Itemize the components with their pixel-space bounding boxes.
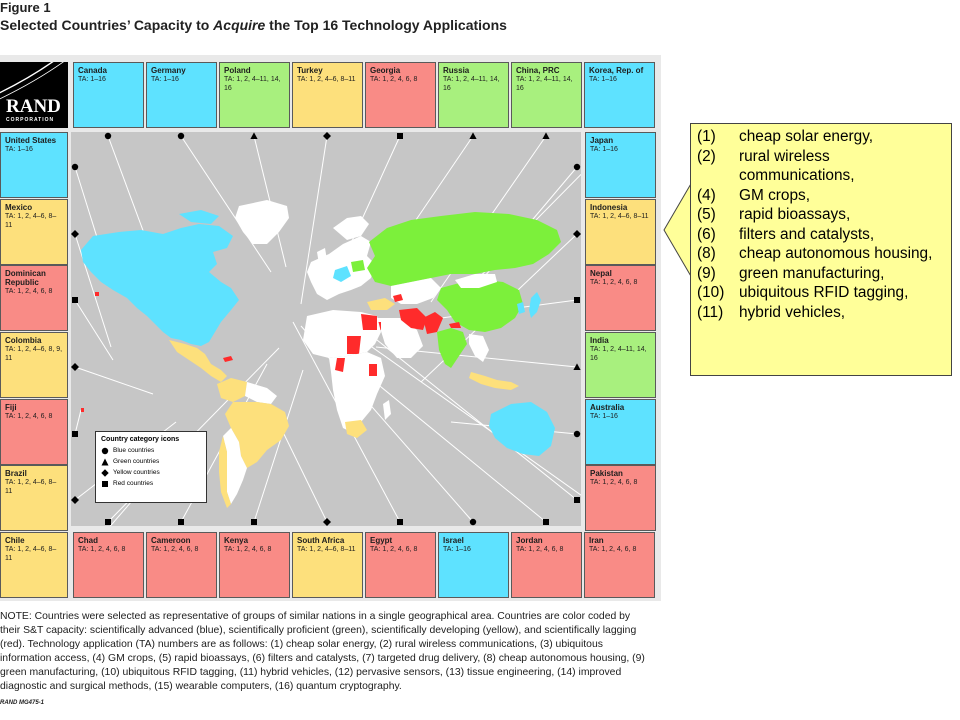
square-marker-icon bbox=[543, 519, 549, 525]
country-box-japan bbox=[585, 132, 656, 198]
callout-panel bbox=[690, 123, 952, 376]
figure-title-emphasis: Acquire bbox=[213, 17, 266, 33]
legend-item-label: Green countries bbox=[113, 458, 160, 465]
country-name: India bbox=[590, 336, 609, 345]
callout-text: GM crops, bbox=[739, 186, 810, 204]
callout-item bbox=[697, 147, 945, 186]
nepal-land bbox=[449, 322, 461, 328]
country-ta: TA: 1, 2, 4–6, 8–11 bbox=[5, 479, 57, 495]
triangle-marker-icon bbox=[250, 132, 257, 139]
square-marker-icon bbox=[105, 519, 111, 525]
circle-marker-icon bbox=[574, 431, 580, 437]
country-name: Pakistan bbox=[590, 469, 623, 478]
rand-logo bbox=[0, 62, 68, 128]
country-box-indonesia bbox=[585, 199, 656, 265]
country-name: Japan bbox=[590, 136, 614, 145]
square-marker-icon bbox=[397, 519, 403, 525]
country-ta: TA: 1, 2, 4–11, 14, 16 bbox=[443, 76, 500, 92]
country-ta: TA: 1, 2, 4, 6, 8 bbox=[224, 546, 272, 553]
country-name: Turkey bbox=[297, 66, 323, 75]
fiji-land bbox=[81, 408, 84, 412]
callout-item bbox=[697, 186, 945, 206]
colombia-land bbox=[217, 378, 247, 402]
square-marker-icon bbox=[72, 431, 78, 437]
country-box-kenya bbox=[219, 532, 290, 598]
egypt-land bbox=[361, 314, 377, 330]
country-box-israel bbox=[438, 532, 509, 598]
callout-number: (10) bbox=[697, 284, 725, 301]
country-ta: TA: 1, 2, 4, 6, 8 bbox=[516, 546, 564, 553]
japan-land bbox=[529, 292, 541, 318]
south-america-white-land bbox=[245, 382, 277, 404]
country-ta: TA: 1, 2, 4–6, 8–11 bbox=[297, 76, 356, 83]
callout-number: (5) bbox=[697, 206, 716, 223]
country-box-germany bbox=[146, 62, 217, 128]
country-name: Canada bbox=[78, 66, 107, 75]
russia-land bbox=[367, 212, 561, 286]
country-box-cameroon bbox=[146, 532, 217, 598]
country-ta: TA: 1, 2, 4–6, 8, 9, 11 bbox=[5, 346, 63, 362]
country-ta: TA: 1, 2, 4, 6, 8 bbox=[590, 479, 638, 486]
callout-text: ubiquitous RFID tagging, bbox=[739, 284, 909, 301]
callout-text: filters and catalysts, bbox=[739, 225, 875, 243]
dominican-land bbox=[95, 292, 99, 296]
country-box-jordan bbox=[511, 532, 582, 598]
red-square-icon bbox=[101, 480, 113, 488]
callout-item bbox=[697, 244, 945, 264]
country-box-dominican-republic bbox=[0, 265, 68, 331]
blue-circle-icon bbox=[101, 447, 113, 455]
callout-item bbox=[697, 264, 945, 284]
circle-marker-icon bbox=[105, 133, 111, 139]
scandinavia-land bbox=[333, 216, 369, 240]
country-ta: TA: 1, 2, 4, 6, 8 bbox=[590, 279, 638, 286]
square-marker-icon bbox=[178, 519, 184, 525]
yellow-diamond-icon bbox=[101, 469, 113, 477]
south-africa-land bbox=[345, 420, 367, 438]
country-ta: TA: 1–16 bbox=[590, 413, 618, 420]
country-ta: TA: 1–16 bbox=[78, 76, 106, 83]
triangle-marker-icon bbox=[542, 132, 549, 139]
country-name: Korea, Rep. of bbox=[589, 66, 644, 75]
country-ta: TA: 1–16 bbox=[590, 146, 618, 153]
callout-item bbox=[697, 225, 945, 245]
callout-text: rapid bioassays, bbox=[739, 206, 851, 223]
country-ta: TA: 1, 2, 4, 6, 8 bbox=[370, 76, 418, 83]
square-marker-icon bbox=[397, 133, 403, 139]
country-ta: TA: 1, 2, 4–6, 8–11 bbox=[590, 213, 649, 220]
country-name: Colombia bbox=[5, 336, 42, 345]
pakistan-land bbox=[423, 312, 443, 334]
country-name: Iran bbox=[589, 536, 604, 545]
diamond-marker-icon bbox=[71, 363, 79, 371]
country-name: Poland bbox=[224, 66, 251, 75]
diamond-marker-icon bbox=[323, 518, 331, 526]
circle-marker-icon bbox=[178, 133, 184, 139]
diamond-marker-icon bbox=[323, 132, 331, 140]
turkey-land bbox=[367, 298, 395, 310]
country-name: Mexico bbox=[5, 203, 33, 212]
country-box-egypt bbox=[365, 532, 436, 598]
callout-item bbox=[697, 283, 945, 303]
country-box-brazil bbox=[0, 465, 68, 531]
country-box-pakistan bbox=[585, 465, 656, 531]
country-box-india bbox=[585, 332, 656, 398]
country-name: Brazil bbox=[5, 469, 27, 478]
poland-land bbox=[351, 260, 365, 272]
figure-title-prefix: Selected Countries’ Capacity to bbox=[0, 17, 214, 33]
diamond-marker-icon bbox=[71, 496, 79, 504]
country-box-iran bbox=[584, 532, 655, 598]
country-ta: TA: 1, 2, 4, 6, 8 bbox=[78, 546, 126, 553]
country-name: Indonesia bbox=[590, 203, 628, 212]
legend-item-label: Yellow countries bbox=[113, 469, 160, 476]
circle-marker-icon bbox=[574, 164, 580, 170]
country-name: Chile bbox=[5, 536, 25, 545]
callout-number: (1) bbox=[697, 128, 716, 145]
country-name: Russia bbox=[443, 66, 470, 75]
callout-number: (4) bbox=[697, 186, 716, 204]
logo-name: RAND bbox=[6, 96, 61, 117]
callout-text: hybrid vehicles, bbox=[739, 303, 846, 321]
country-name: Australia bbox=[590, 403, 625, 412]
australia-land bbox=[489, 402, 555, 456]
country-box-south-africa bbox=[292, 532, 363, 598]
country-ta: TA: 1, 2, 4, 6, 8 bbox=[370, 546, 418, 553]
country-ta: TA: 1, 2, 4–6, 8–11 bbox=[5, 546, 57, 562]
mexico-land bbox=[169, 340, 227, 382]
country-box-australia bbox=[585, 399, 656, 465]
square-marker-icon bbox=[251, 519, 257, 525]
chad-land bbox=[347, 336, 361, 354]
madagascar-land bbox=[383, 400, 391, 420]
callout-item bbox=[697, 205, 945, 225]
country-box-china-prc bbox=[511, 62, 582, 128]
callout-text: cheap solar energy, bbox=[739, 128, 874, 145]
green-triangle-icon bbox=[101, 458, 113, 466]
country-box-turkey bbox=[292, 62, 363, 128]
country-box-russia bbox=[438, 62, 509, 128]
callout-number: (9) bbox=[697, 264, 716, 282]
legend-item-label: Blue countries bbox=[113, 447, 155, 454]
country-box-united-states bbox=[0, 132, 68, 198]
country-ta: TA: 1–16 bbox=[589, 76, 617, 83]
caribbean-land bbox=[223, 356, 233, 362]
callout-number: (2) bbox=[697, 147, 716, 165]
country-name: United States bbox=[5, 136, 57, 145]
country-name: China, PRC bbox=[516, 66, 560, 75]
country-name: Kenya bbox=[224, 536, 249, 545]
square-marker-icon bbox=[574, 297, 580, 303]
leader-line bbox=[75, 300, 113, 360]
country-ta: TA: 1, 2, 4–6, 8–11 bbox=[297, 546, 356, 553]
callout-item bbox=[697, 303, 945, 323]
country-name: Egypt bbox=[370, 536, 393, 545]
country-name: Jordan bbox=[516, 536, 543, 545]
country-ta: TA: 1–16 bbox=[5, 146, 33, 153]
leader-line bbox=[281, 428, 327, 522]
country-ta: TA: 1, 2, 4–11, 14, 16 bbox=[516, 76, 573, 92]
logo-subtitle: CORPORATION bbox=[6, 117, 55, 123]
callout-text: cheap autonomous housing, bbox=[739, 245, 933, 262]
country-ta: TA: 1, 2, 4–6, 8–11 bbox=[5, 213, 57, 229]
leader-line bbox=[75, 367, 153, 394]
country-ta: TA: 1, 2, 4, 6, 8 bbox=[5, 288, 53, 295]
country-ta: TA: 1–16 bbox=[443, 546, 471, 553]
callout-text: green manufacturing, bbox=[739, 264, 885, 282]
country-ta: TA: 1, 2, 4, 6, 8 bbox=[589, 546, 637, 553]
country-box-chad bbox=[73, 532, 144, 598]
country-name: Germany bbox=[151, 66, 186, 75]
country-name: Fiji bbox=[5, 403, 17, 412]
country-box-canada bbox=[73, 62, 144, 128]
country-box-colombia bbox=[0, 332, 68, 398]
arctic-islands-land bbox=[179, 210, 219, 224]
country-box-chile bbox=[0, 532, 68, 598]
country-name: Israel bbox=[443, 536, 464, 545]
figure-note: NOTE: Countries were selected as representative of groups of similar nations in a single geographical area. Countries are color coded by their S&T capacity: scientifically advanced (blue), scientifically proficient (green), scientifically developing (yellow), and scientifically lagging (red). Technology application (TA) numbers are as follows: (1) cheap solar energy, (2) rural wireless communications, (3) ubiquitous information access, (4) GM crops, (5) rapid bioassays, (6) filters and catalysts, (7) targeted drug delivery, (8) cheap autonomous housing, (9) green manufacturing, (10) ubiquitous RFID tagging, (11) hybrid vehicles, (12) pervasive sensors, (13) tissue engineering, (14) improved diagnostic and surgical methods, (15) wearable computers, (16) quantum cryptography. bbox=[0, 611, 645, 692]
callout-text: rural wireless communications, bbox=[739, 147, 855, 184]
circle-marker-icon bbox=[72, 164, 78, 170]
callout-item bbox=[697, 127, 945, 147]
greenland-land bbox=[235, 200, 289, 244]
country-ta: TA: 1–16 bbox=[151, 76, 179, 83]
country-box-nepal bbox=[585, 265, 656, 331]
callout-number: (8) bbox=[697, 245, 716, 262]
country-box-georgia bbox=[365, 62, 436, 128]
country-name: Dominican Republic bbox=[5, 269, 46, 287]
legend-item bbox=[101, 456, 201, 467]
figure-footer: RAND MG475-1 bbox=[0, 700, 45, 706]
country-name: South Africa bbox=[297, 536, 345, 545]
legend-item bbox=[101, 478, 201, 489]
figure-title bbox=[0, 17, 507, 33]
indonesia-land bbox=[469, 372, 519, 390]
country-name: Nepal bbox=[590, 269, 612, 278]
figure-label: Figure 1 bbox=[0, 0, 51, 15]
kenya-land bbox=[369, 364, 377, 376]
country-box-fiji bbox=[0, 399, 68, 465]
legend-item-label: Red countries bbox=[113, 480, 154, 487]
country-ta: TA: 1, 2, 4, 6, 8 bbox=[5, 413, 53, 420]
square-marker-icon bbox=[72, 297, 78, 303]
square-marker-icon bbox=[574, 497, 580, 503]
diamond-marker-icon bbox=[71, 230, 79, 238]
triangle-marker-icon bbox=[469, 132, 476, 139]
country-ta: TA: 1, 2, 4, 6, 8 bbox=[151, 546, 199, 553]
country-box-korea-rep-of bbox=[584, 62, 655, 128]
country-ta: TA: 1, 2, 4–11, 14, 16 bbox=[224, 76, 281, 92]
legend bbox=[95, 431, 207, 503]
callout-number: (11) bbox=[697, 303, 724, 321]
callout-arrow-icon bbox=[660, 180, 694, 280]
country-ta: TA: 1, 2, 4–11, 14, 16 bbox=[590, 346, 647, 362]
legend-title: Country category icons bbox=[101, 436, 180, 443]
country-name: Cameroon bbox=[151, 536, 191, 545]
legend-item bbox=[101, 467, 201, 478]
callout-number: (6) bbox=[697, 225, 716, 243]
circle-marker-icon bbox=[470, 519, 476, 525]
leader-line bbox=[75, 410, 81, 434]
legend-item bbox=[101, 445, 201, 456]
country-box-poland bbox=[219, 62, 290, 128]
figure-title-suffix: the Top 16 Technology Applications bbox=[265, 17, 507, 33]
country-box-mexico bbox=[0, 199, 68, 265]
country-name: Georgia bbox=[370, 66, 401, 75]
country-name: Chad bbox=[78, 536, 98, 545]
